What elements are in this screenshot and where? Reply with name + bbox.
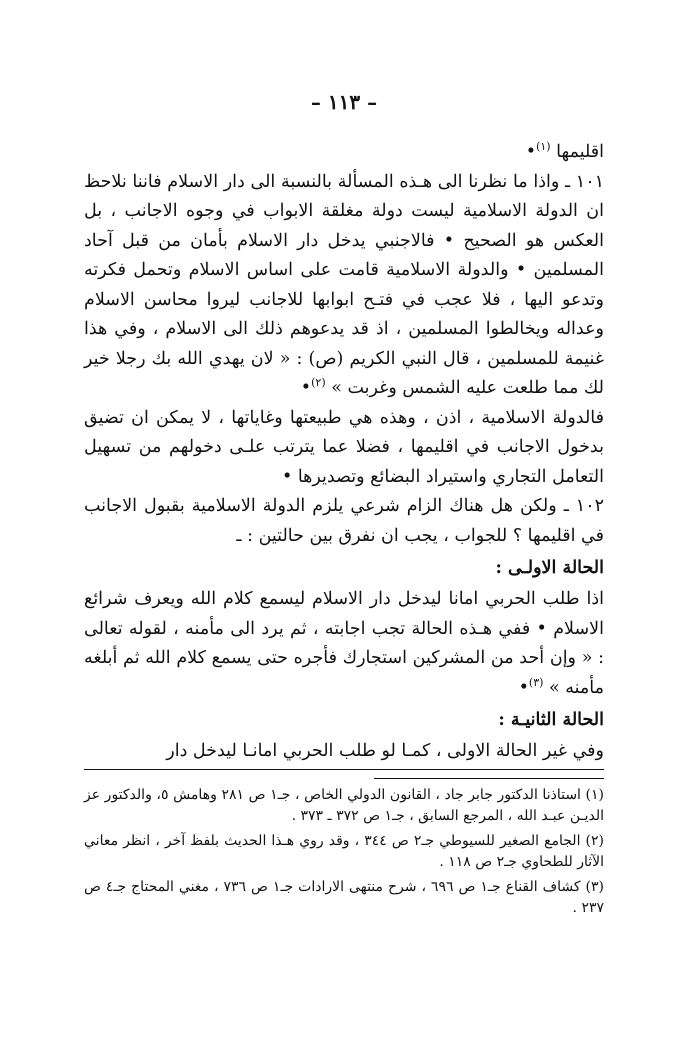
- paragraph-case-two: وفي غير الحالة الاولى ، كمـا لو طلب الحربي امانـا ليدخل دار: [84, 737, 604, 770]
- footnote-ref: (١): [536, 140, 551, 154]
- footnote-2: (٢) الجامع الصغير للسيوطي جـ٢ ص ٣٤٤ ، وقد روي هـذا الحديث بلفظ آخر ، انظر معاني الآثار للطحاوي جـ٢ ص ١١٨ .: [84, 832, 604, 870]
- paragraph-text: ١٠٢ ـ ولكن هل هناك الزام شرعي يلزم الدولة الاسلامية بقبول الاجانب في اقليمها ؟ للجواب ، يجب ان نفرق بين حالتين : ـ: [84, 496, 604, 546]
- page-number: – ١١٣ –: [310, 90, 378, 114]
- paragraph-102: [84, 492, 604, 551]
- footnote-ref: (٣): [528, 675, 544, 689]
- book-page: [84, 90, 604, 923]
- paragraph-text: فالدولة الاسلامية ، اذن ، وهذه هي طبيعتها وغاياتها ، لا يمكن ان تضيق بدخول الاجانب في اقليمها ، فضلا عما يترتب علـى دخولهم من تسهيل التعامل التجاري واستيراد البضائع وتصديرها •: [84, 407, 604, 487]
- paragraph-101: ١٠١ ـ واذا ما نظرنا الى هـذه المسألة بالنسبة الى دار الاسلام فاننا نلاحظ ان الدولة الاسلامية ليست دولة مغلقة الابواب في وجوه الاجانب ، بل العكس هو الصحيح • فالاجنبي يدخل دار الاسلام بأمان من قبل آحاد المسلمين • والدولة الاسلامية قامت على اساس الاسلام وتحمل فكرته وتدعو اليها ، فلا عجب في فتـح ابوابها للاجانب ليروا محاسن الاسلام وعداله ويخالطوا المسلمين ، اذ قد يدعوهم ذلك الى الاسلام ، وفي هذا غنيمة للمسلمين ، قال النبي الكريم (ص) : « لان يهدي الله بك رجلا خير لك مما طلعت عليه الشمس وغربت » $^{(٢)}$•: [84, 171, 604, 398]
- paragraph-text: اذا طلب الحربي امانا ليدخل دار الاسلام ليسمع كلام الله ويعرف شرائع الاسلام • ففي هـذه الحالة تجب اجابته ، ثم يرد الى مأمنه ، لقوله تعالى : « وإن أحد من المشركين استجارك فأجره حتى يسمع كلام الله ثم أبلغه مأمنه »: [84, 589, 604, 698]
- heading-case-two: الحالة الثانيـة :: [498, 710, 604, 730]
- paragraph-text: اقليمها: [556, 142, 604, 162]
- footnote-1: (١) استاذنا الدكتور جابر جاد ، القانون الدولي الخاص ، جـ١ ص ٢٨١ وهامش ٥، والدكتور عز الديـن عبـد الله ، المرجع السابق ، جـ١ ص ٣٧٢ ـ ٣٧٣ .: [84, 786, 604, 824]
- heading-case-one: الحالة الاولـى :: [495, 558, 604, 578]
- footnote-3: (٣) كشاف القناع جـ١ ص ٦٩٦ ، شرح منتهى الارادات جـ١ ص ٧٣٦ ، مغني المحتاج جـ٤ ص ٢٣٧ .: [84, 878, 604, 916]
- paragraph-intro: اقليمها $^{(١)}$•: [525, 140, 604, 162]
- footnote-ref: (٢): [311, 376, 326, 390]
- paragraph-state-nature: [84, 404, 604, 493]
- paragraph-text: ١٠١ ـ واذا ما نظرنا الى هـذه المسألة بالنسبة الى دار الاسلام فاننا نلاحظ ان الدولة الاسلامية ليست دولة مغلقة الابواب في وجوه الاجانب ، بل العكس هو الصحيح • فالاجنبي يدخل دار الاسلام بأمان من قبل آحاد المسلمين • والدولة الاسلامية قامت على اساس الاسلام وتحمل فكرته وتدعو اليها ، فلا عجب في فتـح ابوابها للاجانب ليروا محاسن الاسلام وعداله ويخالطوا المسلمين ، اذ قد يدعوهم ذلك الى الاسلام ، وفي هذا غنيمة للمسلمين ، قال النبي الكريم (ص) : « لان يهدي الله بك رجلا خير لك مما طلعت عليه الشمس وغربت »: [84, 171, 604, 398]
- paragraph-case-one: اذا طلب الحربي امانا ليدخل دار الاسلام ليسمع كلام الله ويعرف شرائع الاسلام • ففي هـذه الحالة تجب اجابته ، ثم يرد الى مأمنه ، لقوله تعالى : « وإن أحد من المشركين استجارك فأجره حتى يسمع كلام الله ثم أبلغه مأمنه » $^{(٣)}$•: [84, 589, 604, 698]
- footnote-divider: [374, 778, 604, 779]
